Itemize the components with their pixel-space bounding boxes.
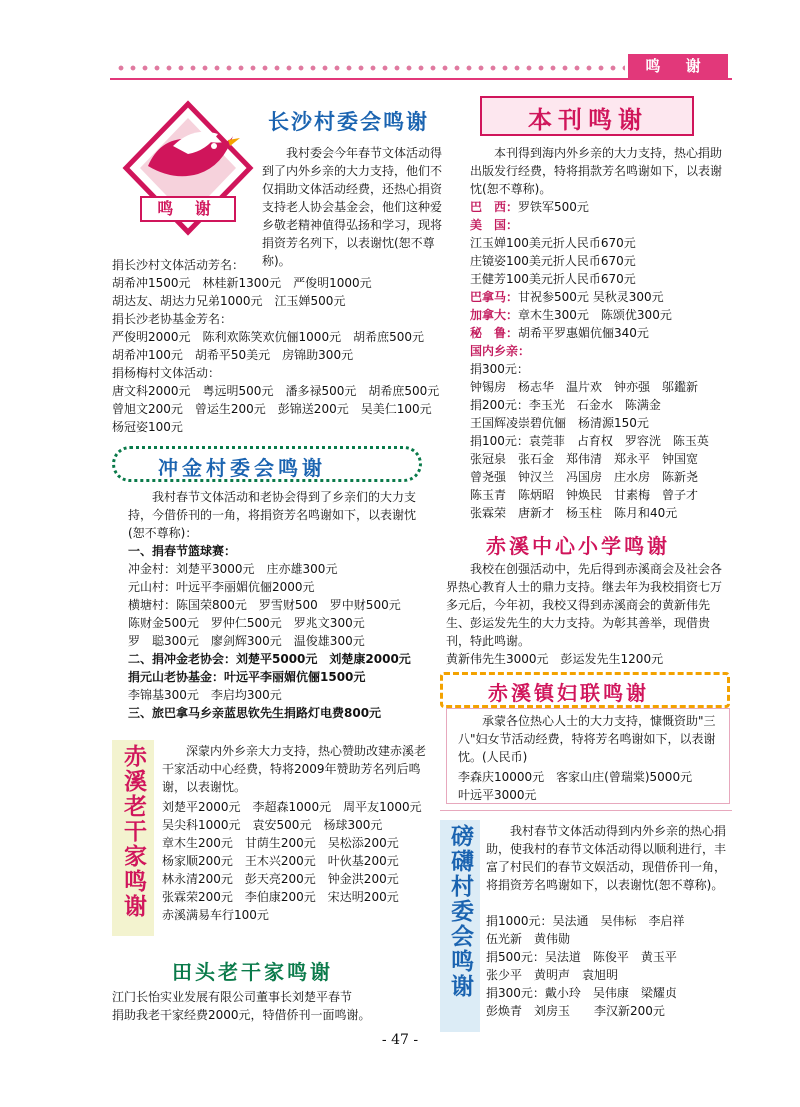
women-intro: 承蒙各位热心人士的大力支持，慷慨资助"三八"妇女节活动经费，特将芳名鸣谢如下，以表谢忱。(人民币) — [458, 714, 716, 764]
list-item: 王国辉凌崇碧伉俪 杨清源150元 — [470, 416, 649, 430]
list-item: 赤溪满易车行100元 — [162, 908, 269, 922]
list-item: 国内乡亲： — [470, 344, 531, 358]
chongjin-intro: 我村春节文体活动和老协会得到了乡亲们的大力支持，今借侨刊的一角，将捐资芳名鸣谢如下，以表谢忱(恕不尊称)： — [128, 490, 417, 540]
school-donor-list — [446, 650, 663, 668]
list-item: 元山村：叶远平李丽媚伉俪2000元 — [128, 580, 315, 594]
women-title: 赤溪镇妇联鸣谢 — [488, 681, 649, 705]
list-item: 林永清200元 彭天亮200元 钟金洪200元 — [162, 872, 399, 886]
list-item: 曾旭文200元 曾运生200元 彭锦送200元 吴美仁100元 — [112, 402, 432, 416]
list-item: 张霖荣 唐新才 杨玉柱 陈月和40元 — [470, 506, 678, 520]
list-item: 捐长沙老协基金芳名： — [112, 312, 233, 326]
tiantou-text — [112, 988, 371, 1024]
pangbang-donor-list — [486, 912, 685, 1020]
list-item: 美 国： — [470, 218, 519, 232]
changsha-donor-list — [112, 256, 439, 436]
list-item: 捐元山老协基金：叶远平李丽媚伉俪1500元 — [128, 670, 366, 684]
list-item: 秘 鲁：胡希平罗惠媚伉俪340元 — [470, 326, 649, 340]
school-intro: 我校在创强活动中，先后得到赤溪商会及社会各界热心教育人士的鼎力支持。继去年为我校捐资七万多元后，今年初，我校又得到赤溪商会的黄新伟先生、彭运发先生的大力支持。为彰其善举，现借贵刊，特此鸣谢。 — [446, 562, 723, 648]
section-tag: 鸣 谢 — [628, 54, 728, 78]
list-item: 胡达友、胡达力兄弟1000元 江玉婵500元 — [112, 294, 346, 308]
list-item: 巴 西：罗铁军500元 — [470, 200, 589, 214]
list-item: 加拿大：章木生300元 陈颂优300元 — [470, 308, 672, 322]
list-item: 张冠泉 张石金 郑伟清 郑永平 钟国宽 — [470, 452, 699, 466]
list-item: 捐助我老干家经费2000元，特借侨刊一面鸣谢。 — [112, 1008, 371, 1022]
pangbang-title: 磅礴村委会鸣谢 — [447, 824, 473, 999]
list-item: 三、旅巴拿马乡亲蓝思钦先生捐路灯电费800元 — [128, 706, 382, 720]
chongjin-donor-list — [128, 542, 411, 722]
list-item: 捐100元：袁莞菲 占育权 罗容洸 陈玉英 — [470, 434, 709, 448]
changsha-logo — [118, 96, 258, 236]
list-item: 捐长沙村文体活动芳名： — [112, 258, 245, 272]
list-item: 李森庆10000元 客家山庄(曾瑞棠)5000元 — [458, 770, 693, 784]
list-item: 叶远平3000元 — [458, 788, 537, 802]
header-dot-border — [115, 62, 625, 74]
list-item: 捐500元：吴法道 陈俊平 黄玉平 — [486, 950, 677, 964]
chixi-elder-donor-list — [162, 798, 422, 924]
journal-title: 本刊鸣谢 — [528, 106, 648, 134]
chongjin-title: 冲金村委会鸣谢 — [158, 456, 326, 480]
list-item: 陈财金500元 罗仲仁500元 罗兆文300元 — [128, 616, 365, 630]
list-item: 王健芳100美元折人民币670元 — [470, 272, 636, 286]
list-item: 胡希冲100元 胡希平50美元 房锦助300元 — [112, 348, 354, 362]
list-item: 横塘村：陈国荣800元 罗雪财500 罗中财500元 — [128, 598, 401, 612]
list-item: 庄镜姿100美元折人民币670元 — [470, 254, 636, 268]
list-item: 罗 聪300元 廖剑辉300元 温俊雄300元 — [128, 634, 365, 648]
list-item: 李锦基300元 李启均300元 — [128, 688, 282, 702]
list-item: 捐杨梅村文体活动： — [112, 366, 221, 380]
list-item: 江门长怡实业发展有限公司董事长刘楚平春节 — [112, 990, 353, 1004]
list-item: 张霖荣200元 李伯康200元 宋达明200元 — [162, 890, 399, 904]
list-item: 钟锡房 杨志华 温片欢 钟亦强 邬鑑新 — [470, 380, 699, 394]
list-item: 江玉婵100美元折人民币670元 — [470, 236, 636, 250]
changsha-intro: 我村委会今年春节文体活动得到了内外乡亲的大力支持，他们不仅捐助文体活动经费，还热心捐资支持老人协会基金会，他们这种爱乡敬老精神值得弘扬和学习，现将捐资芳名列下，以表谢忱(恕不尊称)。 — [262, 146, 443, 268]
tiantou-title: 田头老干家鸣谢 — [172, 960, 333, 984]
list-item: 冲金村：刘楚平3000元 庄亦雄300元 — [128, 562, 338, 576]
list-item: 张少平 黄明声 袁旭明 — [486, 968, 619, 982]
list-item: 捐200元：李玉光 石金水 陈满金 — [470, 398, 661, 412]
list-item: 一、捐春节篮球赛： — [128, 544, 237, 558]
header-rule — [110, 78, 732, 80]
list-item: 胡希冲1500元 林桂新1300元 严俊明1000元 — [112, 276, 372, 290]
list-item: 伍光新 黄伟勋 — [486, 932, 571, 946]
pangbang-intro: 我村春节文体活动得到内外乡亲的热心捐助，使我村的春节文体活动得以顺利进行，丰富了村民们的春节文娱活动，现借侨刊一角，将捐资芳名鸣谢如下，以表谢忱(恕不尊称)。 — [486, 824, 727, 892]
changsha-title: 长沙村委会鸣谢 — [268, 110, 429, 134]
list-item: 唐文科2000元 粤远明500元 潘多禄500元 胡希庶500元 — [112, 384, 440, 398]
list-item: 彭焕青 刘房玉 李汉新200元 — [486, 1004, 665, 1018]
list-item: 黄新伟先生3000元 彭运发先生1200元 — [446, 652, 664, 666]
list-item: 杨冠姿100元 — [112, 420, 183, 434]
journal-donor-list — [470, 198, 709, 522]
list-item: 捐1000元：吴法通 吴伟标 李启祥 — [486, 914, 685, 928]
list-item: 吴尖科1000元 袁安500元 杨球300元 — [162, 818, 383, 832]
journal-intro: 本刊得到海内外乡亲的大力支持，热心捐助出版发行经费，特将捐款芳名鸣谢如下，以表谢忱(恕不尊称)。 — [470, 146, 723, 196]
list-item: 巴拿马：甘祝参500元 吴秋灵300元 — [470, 290, 664, 304]
page-number: - 47 - — [381, 1032, 419, 1048]
list-item: 陈玉青 陈炳昭 钟焕民 甘素梅 曾子才 — [470, 488, 699, 502]
list-item: 捐300元： — [470, 362, 529, 376]
chixi-elder-title: 赤溪老干家鸣谢 — [120, 744, 146, 919]
list-item: 刘楚平2000元 李超森1000元 周平友1000元 — [162, 800, 422, 814]
list-item: 曾尧强 钟汉兰 冯国房 庄水房 陈新尧 — [470, 470, 699, 484]
women-donor-list — [458, 768, 692, 804]
list-item: 二、捐冲金老协会：刘楚平5000元 刘楚康2000元 — [128, 652, 411, 666]
list-item: 严俊明2000元 陈利欢陈笑欢伉俪1000元 胡希庶500元 — [112, 330, 424, 344]
school-title: 赤溪中心小学鸣谢 — [486, 534, 670, 558]
list-item: 捐300元：戴小玲 吴伟康 梁耀贞 — [486, 986, 677, 1000]
logo-text: 鸣 谢 — [140, 196, 236, 222]
list-item: 杨家顺200元 王木兴200元 叶伙基200元 — [162, 854, 399, 868]
chixi-elder-intro: 深蒙内外乡亲大力支持，热心赞助改建赤溪老干家活动中心经费，特将2009年赞助芳名列后鸣谢，以表谢忱。 — [162, 744, 427, 794]
list-item: 章木生200元 甘荫生200元 吴松添200元 — [162, 836, 399, 850]
